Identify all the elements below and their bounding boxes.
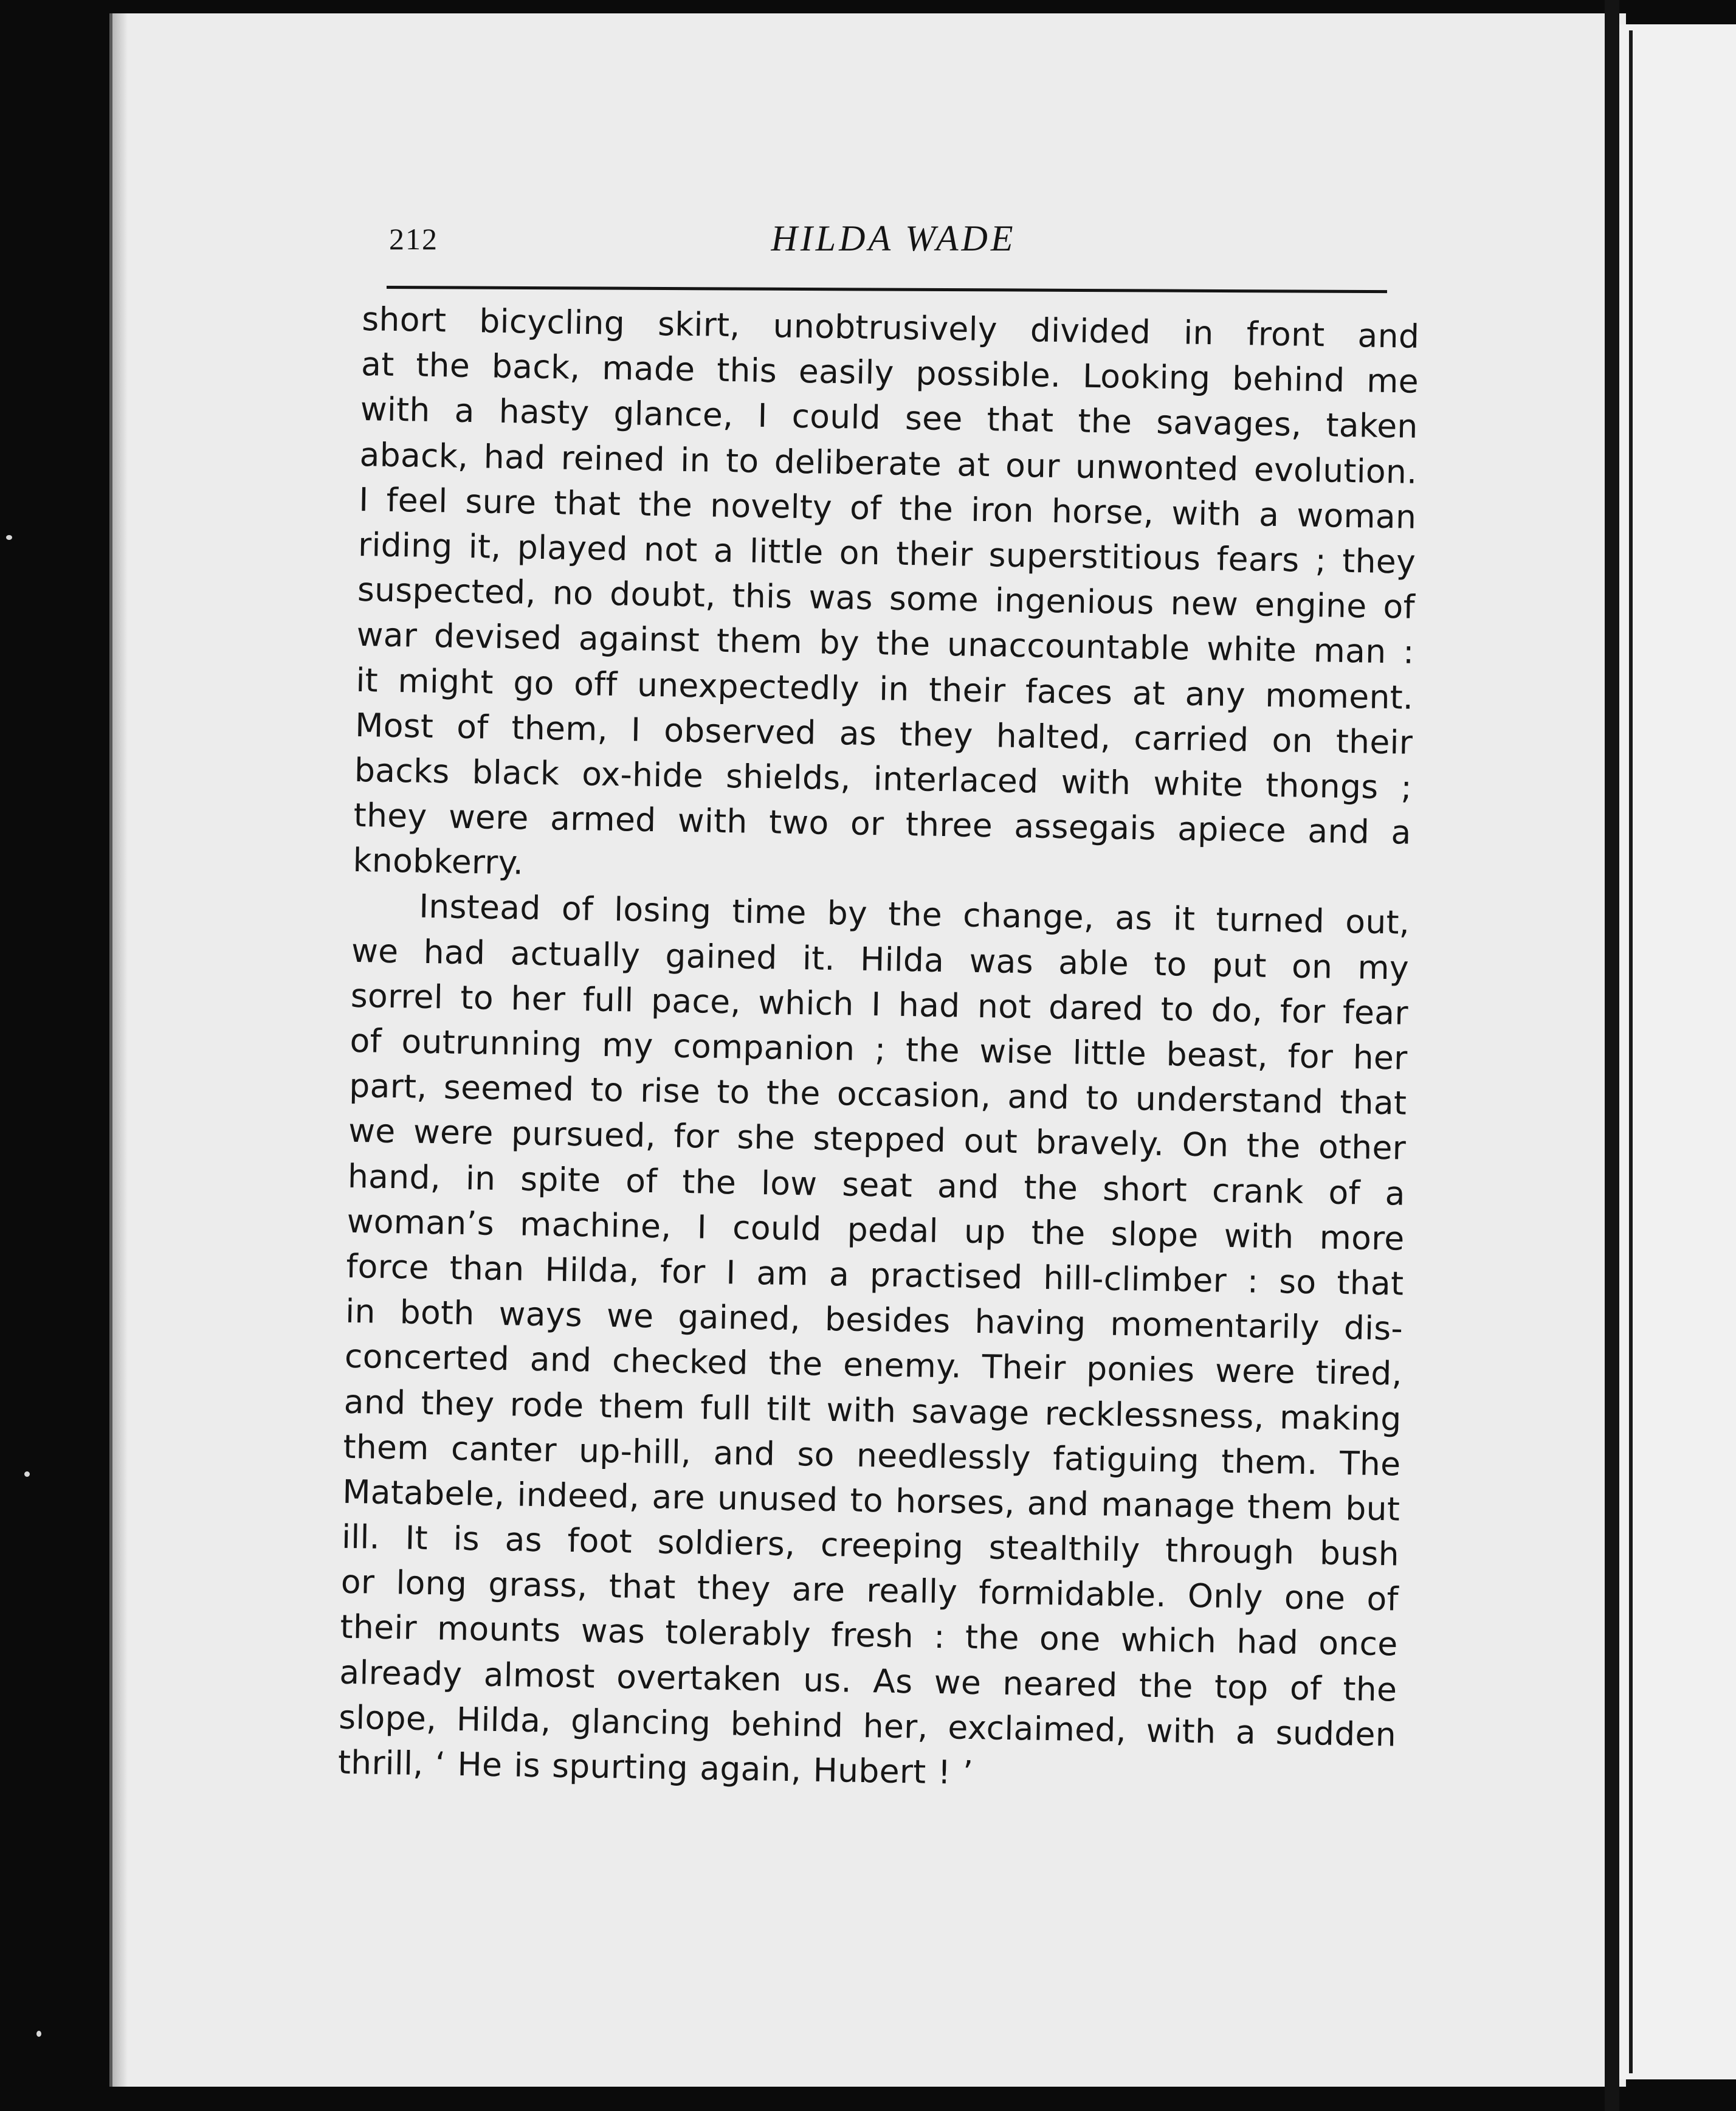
scan-speck xyxy=(36,2031,41,2037)
text-line: concerted and checked the enemy. Their ponies were tired, xyxy=(344,1337,1403,1393)
text-line: slope, Hilda, glancing behind her, exclaimed, with a sudden xyxy=(338,1698,1397,1754)
text-line: suspected, no doubt, this was some ingenious new engine of xyxy=(357,570,1416,626)
text-line: backs black ox-hide shields, interlaced with white thongs ; xyxy=(354,750,1413,807)
text-line: it might go off unexpectedly in their faces at any moment. xyxy=(356,660,1414,717)
page-header xyxy=(389,218,1398,266)
text-line: at the back, made this easily possible. Looking behind me xyxy=(360,345,1419,401)
text-line: war devised against them by the unaccountable white man : xyxy=(356,615,1415,672)
adjacent-page-border xyxy=(1629,30,1633,2073)
text-line: Most of them, I observed as they halted, carried on their xyxy=(354,705,1413,762)
text-line: part, seemed to rise to the occasion, and to understand that xyxy=(348,1066,1407,1122)
text-line: sorrel to her full pace, which I had not dared to do, for fear xyxy=(350,976,1409,1032)
text-line: of outrunning my companion ; the wise little beast, for her xyxy=(350,1021,1408,1077)
text-line: Matabele, indeed, are unused to horses, and manage them but xyxy=(342,1472,1400,1529)
text-line: with a hasty glance, I could see that the savages, taken xyxy=(360,390,1419,446)
text-line: knobkerry. xyxy=(353,841,524,882)
book-gutter xyxy=(1605,0,1619,2111)
text-line: ill. It is as foot soldiers, creeping stealthily through bush xyxy=(341,1517,1400,1574)
text-line: in both ways we gained, besides having momentarily dis- xyxy=(345,1291,1404,1348)
text-line: aback, had reined in to deliberate at our unwonted evolution. xyxy=(359,435,1417,491)
paragraph-2 xyxy=(337,883,1410,1802)
running-title: HILDA WADE xyxy=(771,218,1016,258)
text-line: they were armed with two or three assegais apiece and a xyxy=(353,795,1412,852)
text-line: thrill, ‘ He is spurting again, Hubert ! ’ xyxy=(337,1743,974,1792)
text-line: woman’s machine, I could pedal up the slope with more xyxy=(346,1201,1405,1258)
text-line: short bicycling skirt, unobtrusively divided in front and xyxy=(361,299,1420,356)
text-line: them canter up-hill, and so needlessly fatiguing them. The xyxy=(343,1427,1401,1484)
text-line: already almost overtaken us. As we neared the top of the xyxy=(339,1653,1397,1709)
scan-speck xyxy=(24,1471,30,1477)
text-line: force than Hilda, for I am a practised hill-climber : so that xyxy=(346,1246,1404,1303)
text-line: we had actually gained it. Hilda was able to put on my xyxy=(351,931,1410,987)
text-line: we were pursued, for she stepped out bravely. On the other xyxy=(348,1111,1407,1168)
text-line: or long grass, that they are really formidable. Only one of xyxy=(340,1562,1399,1619)
text-line: their mounts was tolerably fresh : the one which had once xyxy=(340,1608,1399,1664)
paragraph-1 xyxy=(353,297,1420,900)
text-line: Instead of losing time by the change, as it turned out, xyxy=(418,887,1410,942)
body-text xyxy=(337,297,1419,1803)
text-line: riding it, played not a little on their superstitious fears ; they xyxy=(357,525,1416,581)
page-number: 212 xyxy=(389,222,438,256)
page-binding-shadow xyxy=(109,13,128,2087)
text-line: and they rode them full tilt with savage recklessness, making xyxy=(343,1382,1402,1439)
adjacent-page-edge xyxy=(1619,24,1736,2079)
text-line: I feel sure that the novelty of the iron horse, with a woman xyxy=(358,480,1417,536)
text-line: hand, in spite of the low seat and the short crank of a xyxy=(347,1156,1406,1213)
scan-speck xyxy=(6,535,12,540)
